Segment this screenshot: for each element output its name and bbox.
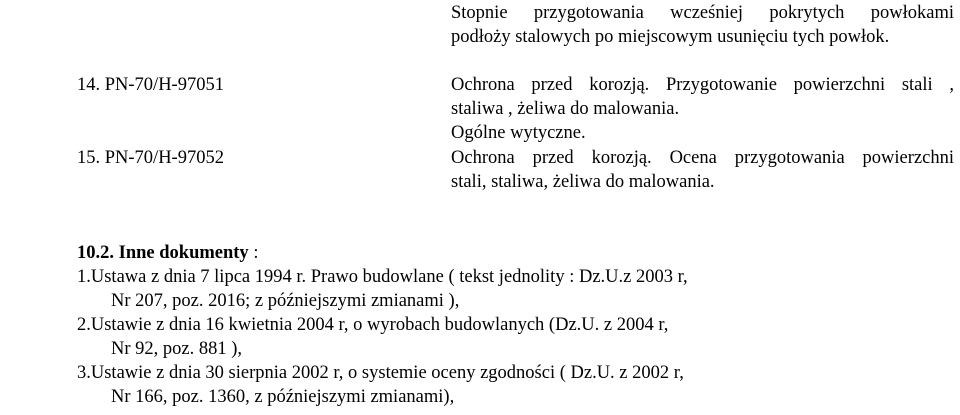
document-item-1-line-1: 1.Ustawa z dnia 7 lipca 1994 r. Prawo budowlane ( tekst jednolity : Dz.U.z 2003 r, (77, 267, 688, 287)
document-item-2-line-1: 2.Ustawie z dnia 16 kwietnia 2004 r, o wyrobach budowlanych (Dz.U. z 2004 r, (77, 315, 669, 335)
standard-15-title-line-2: stali, staliwa, żeliwa do malowania. (451, 172, 715, 192)
section-heading-title: 10.2. Inne dokumenty (77, 243, 249, 263)
document-item-3-line-1: 3.Ustawie z dnia 30 sierpnia 2002 r, o systemie oceny zgodności ( Dz.U. z 2002 r, (77, 363, 684, 383)
standard-15-number: 15. PN-70/H-97052 (77, 148, 224, 168)
section-heading-colon: : (248, 243, 259, 263)
intro-line-2: podłoży stalowych po miejscowym usunięciu tych powłok. (451, 27, 890, 47)
intro-line-1: Stopnie przygotowania wcześniej pokrytych powłokami (451, 3, 954, 23)
standard-14-title-line-1: Ochrona przed korozją. Przygotowanie powierzchni stali , (451, 75, 954, 95)
standard-15-title-line-1: Ochrona przed korozją. Ocena przygotowania powierzchni (451, 148, 954, 168)
document-item-3-line-2: Nr 166, poz. 1360, z późniejszymi zmianami), (111, 387, 455, 407)
section-heading (77, 241, 258, 265)
standard-14-number: 14. PN-70/H-97051 (77, 75, 224, 95)
document-item-2-line-2: Nr 92, poz. 881 ), (111, 339, 243, 359)
standard-14-title-line-3: Ogólne wytyczne. (451, 123, 586, 143)
standard-14-title-line-2: staliwa , żeliwa do malowania. (451, 99, 680, 119)
document-item-1-line-2: Nr 207, poz. 2016; z późniejszymi zmianami ), (111, 291, 460, 311)
